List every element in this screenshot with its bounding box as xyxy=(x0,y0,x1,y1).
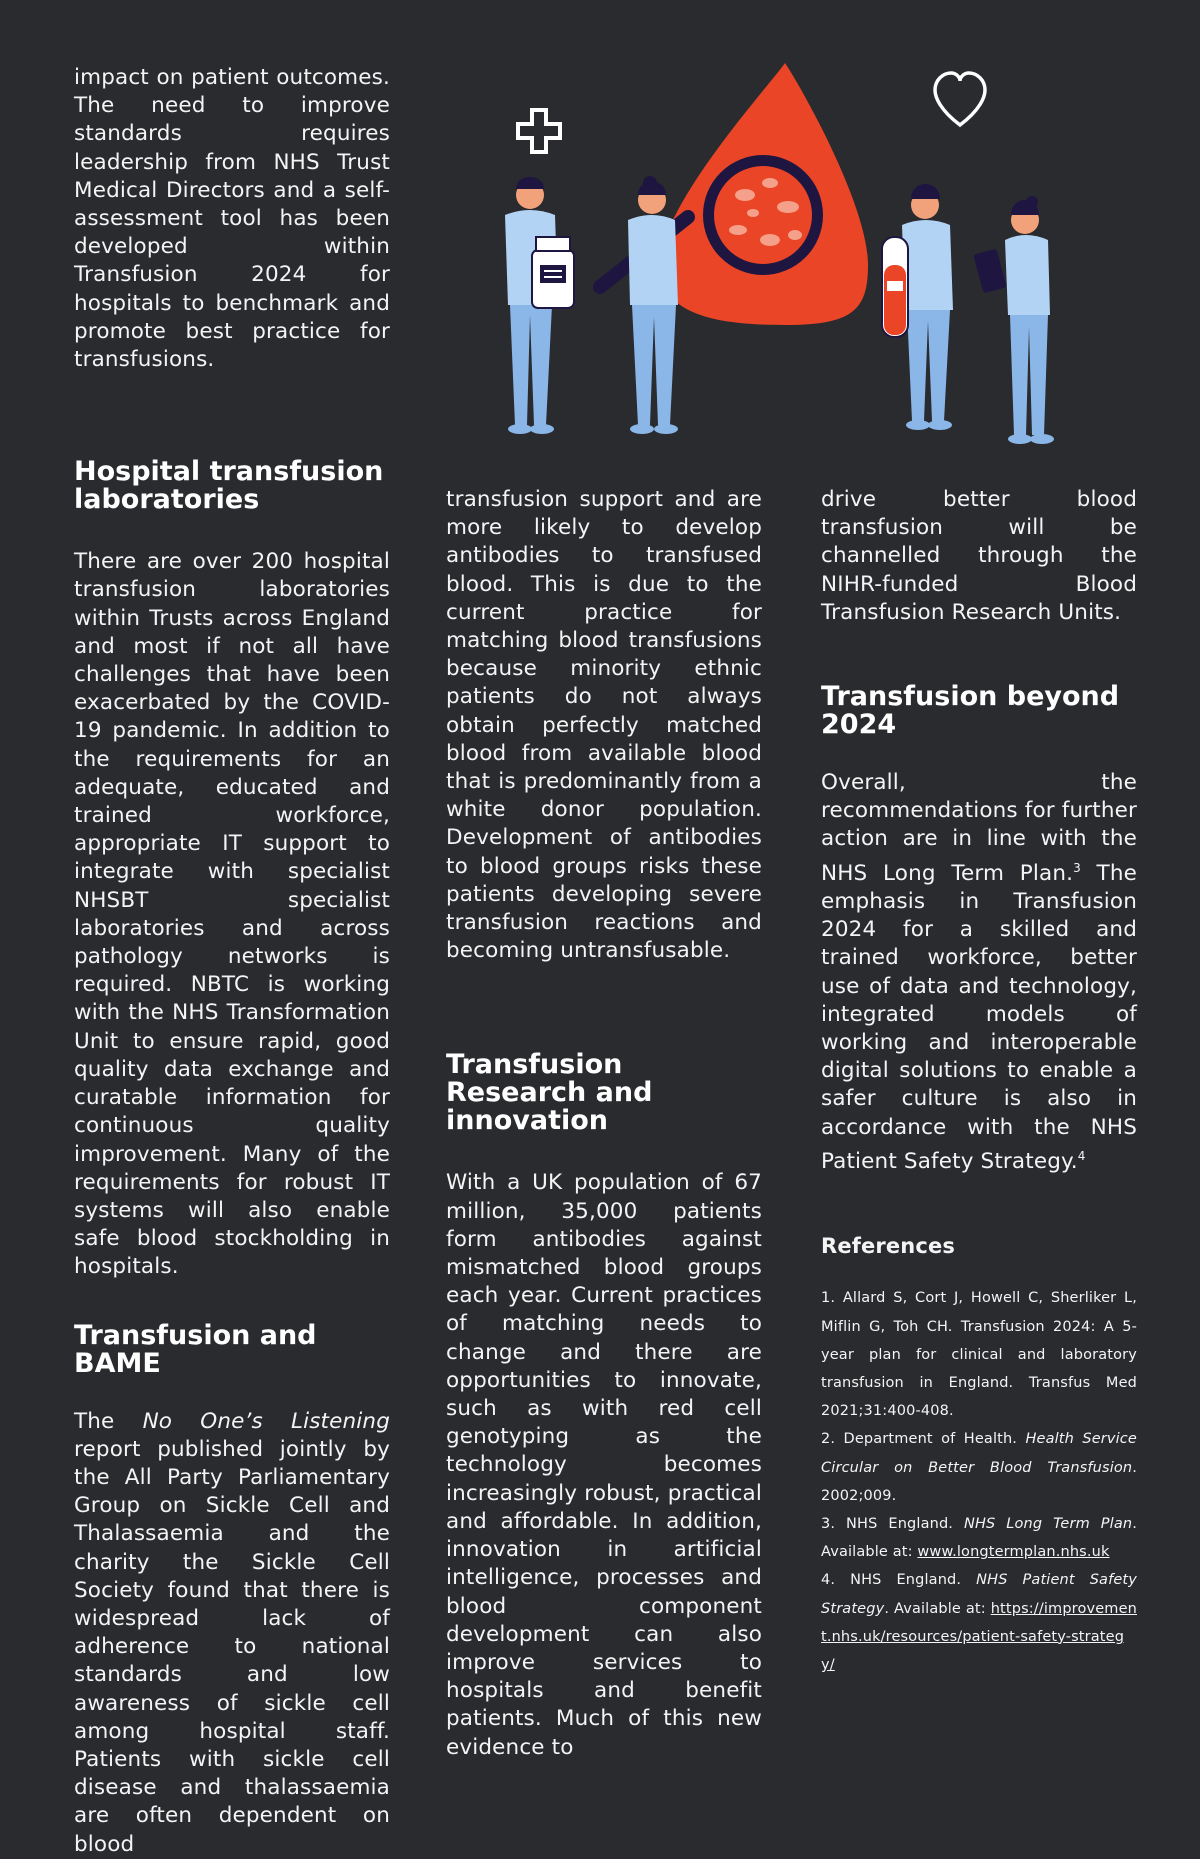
references-heading: References xyxy=(821,1234,956,1259)
labs-paragraph: There are over 200 hospital transfusion laboratories within Trusts across England and most if not all have challenges that have been exacerbated by the COVID-19 pandemic. In addition to the requirements for an adequate, educated and trained workforce, appropriate IT support to integrate with specialist NHSBT specialist laboratories and across pathology networks is required. NBTC is working with the NHS Transformation Unit to ensure rapid, good quality data exchange and curatable information for continuous quality improvement. Many of the requirements for robust IT systems will also enable safe blood stockholding in hospitals. xyxy=(74,549,390,1280)
heart-icon xyxy=(935,73,985,125)
reference-3: 3. NHS England. NHS Long Term Plan. Available at: www.longtermplan.nhs.uk xyxy=(821,1516,1137,1561)
research-paragraph: With a UK population of 67 million, 35,000 patients form antibodies against mismatched blood groups each year. Current practices of matching needs to change and there are opportunities to innovate, such as with red cell genotyping as the technology becomes increasingly robust, practical and affordable. In addition, innovation in artificial intelligence, processes and blood component development can also improve services to hospitals and benefit patients. Much of this new evidence to xyxy=(446,1170,762,1760)
transfusion-illustration xyxy=(470,55,1090,445)
bame-continued-paragraph: transfusion support and are more likely to develop antibodies to transfused blood. This is due to the current practice for matching blood transfusions because minority ethnic patients do not always obtain perfectly matched blood from available blood that is predominantly from a white donor population. Development of antibodies to blood groups risks these patients developing severe transfusion reactions and becoming untransfusable. xyxy=(446,487,762,964)
bame-paragraph: The No One’s Listening report published jointly by the All Party Parliamentary Group on Sickle Cell and Thalassaemia and the charity the Sickle Cell Society found that there is widespread lack of adherence to national standards and low awareness of sickle cell among hospital staff. Patients with sickle cell disease and thalassaemia are often dependent on blood xyxy=(74,1408,390,1857)
test-tube-icon xyxy=(882,237,908,337)
column-1 xyxy=(74,64,390,1859)
beyond-paragraph: Overall, the recommendations for further action are in line with the NHS Long Term Plan.$^3$ The emphasis in Transfusion 2024 for a skilled and trained workforce, better use of data and technology, integrated models of working and interoperable digital solutions to enable a safer culture is also in accordance with the NHS Patient Safety Strategy.$^4$ xyxy=(821,770,1137,1174)
patient-safety-link[interactable]: https://improvement.nhs.uk/resources/patient-safety-strategy/ xyxy=(821,1600,1137,1674)
doctor-figure-1 xyxy=(505,177,574,434)
research-continued-paragraph: drive better blood transfusion will be channelled through the NIHR-funded Blood Transfusion Research Units. xyxy=(821,487,1137,625)
doctor-figure-2 xyxy=(628,176,678,434)
heading-research: Transfusion Research and innovation xyxy=(446,1049,653,1137)
reference-1: 1. Allard S, Cort J, Howell C, Sherliker L, Miflin G, Toh CH. Transfusion 2024: A 5-year plan for clinical and laboratory transfusion in England. Transfus Med 2021;31:400-408. xyxy=(821,1290,1137,1420)
long-term-plan-link[interactable]: www.longtermplan.nhs.uk xyxy=(917,1544,1110,1561)
cross-icon xyxy=(518,110,560,152)
doctor-figure-3 xyxy=(882,184,953,430)
reference-2: 2. Department of Health. Health Service Circular on Better Blood Transfusion. 2002;009. xyxy=(821,1431,1137,1504)
reference-4: 4. NHS England. NHS Patient Safety Strategy. Available at: https://improvement.nhs.uk/resources/patient-safety-strategy/ xyxy=(821,1572,1137,1674)
column-2 xyxy=(446,486,762,1762)
heading-bame: Transfusion and BAME xyxy=(74,1319,317,1379)
references-list xyxy=(821,1284,1137,1679)
heading-hospital-labs: Hospital transfusion laboratories xyxy=(74,456,384,516)
column-3 xyxy=(821,486,1137,1679)
doctor-figure-4 xyxy=(973,196,1054,444)
report-title: No One’s Listening xyxy=(142,1408,390,1434)
intro-paragraph: impact on patient outcomes. The need to improve standards requires leadership from NHS Trust Medical Directors and a self-assessment tool has been developed within Transfusion 2024 for hospitals to benchmark and promote best practice for transfusions. xyxy=(74,65,390,373)
clipboard-icon xyxy=(973,249,1007,294)
heading-beyond-2024: Transfusion beyond 2024 xyxy=(821,681,1120,741)
pill-bottle-icon xyxy=(532,237,574,308)
